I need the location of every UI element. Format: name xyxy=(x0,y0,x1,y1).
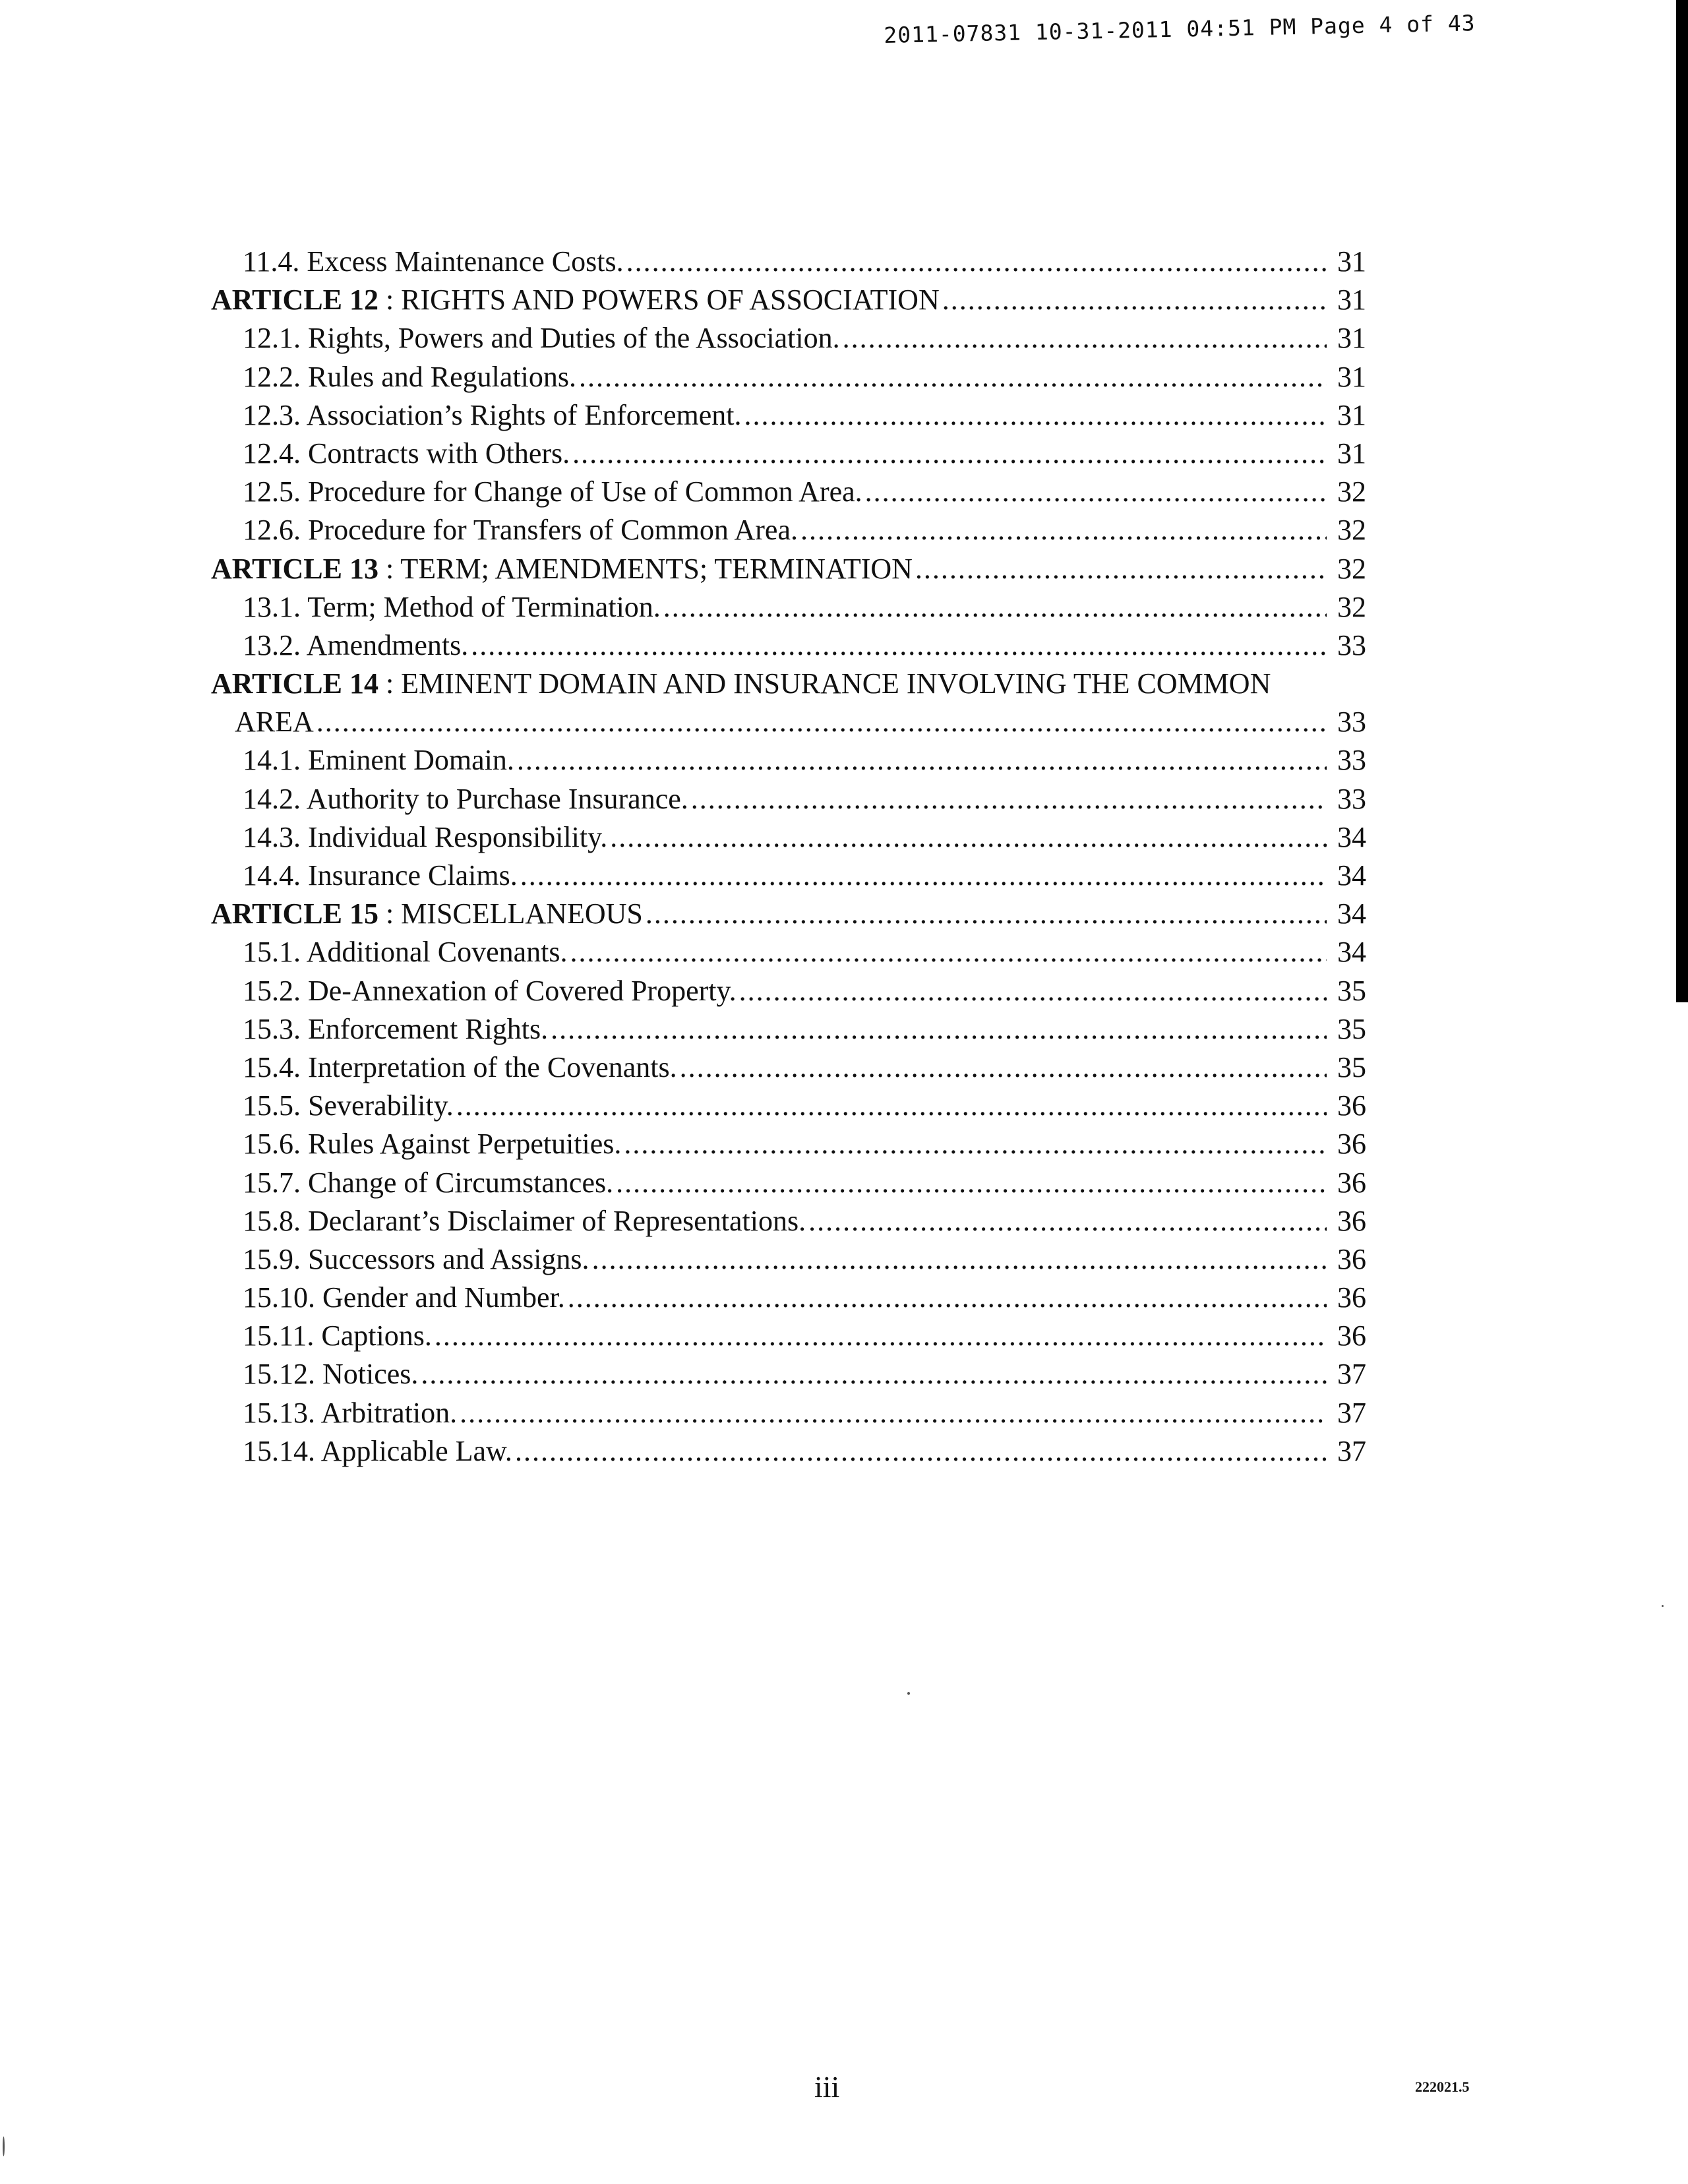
toc-leader-dots xyxy=(579,358,1327,396)
toc-entry-title: 13.1. Term; Method of Termination. xyxy=(243,590,661,623)
toc-entry xyxy=(211,1164,1366,1202)
toc-entry-label xyxy=(211,358,576,396)
fax-header: 2011-07831 10-31-2011 04:51 PM Page 4 of 43 xyxy=(884,10,1476,48)
toc-leader-dots xyxy=(680,1048,1327,1087)
toc-page-number: 31 xyxy=(1337,284,1366,317)
toc-leader-dots xyxy=(610,818,1327,857)
table-of-contents xyxy=(211,243,1366,1471)
toc-entry xyxy=(211,1010,1366,1048)
toc-page-number: 32 xyxy=(1337,514,1366,547)
toc-entry-label xyxy=(211,1125,621,1163)
toc-entry-label xyxy=(211,895,643,933)
toc-entry xyxy=(211,358,1366,396)
toc-entry-title: : EMINENT DOMAIN AND INSURANCE INVOLVING THE COMMON xyxy=(378,667,1271,700)
toc-leader-dots xyxy=(739,972,1327,1010)
toc-entry-title: 14.4. Insurance Claims. xyxy=(243,859,518,892)
toc-entry xyxy=(211,1125,1366,1163)
toc-entry xyxy=(211,1240,1366,1279)
toc-entry-label xyxy=(211,818,607,857)
toc-article-entry xyxy=(211,665,1366,703)
toc-entry-label xyxy=(211,1355,418,1393)
footer-page-number: iii xyxy=(814,2070,840,2104)
toc-entry-label xyxy=(211,1432,512,1471)
toc-leader-dots xyxy=(624,1125,1327,1163)
toc-entry xyxy=(211,243,1366,281)
toc-page-number: 36 xyxy=(1337,1320,1366,1352)
toc-entry-title: 15.8. Declarant’s Disclaimer of Representations. xyxy=(243,1204,806,1237)
toc-article-number: ARTICLE 14 xyxy=(211,667,378,700)
toc-entry-title: 15.3. Enforcement Rights. xyxy=(243,1012,549,1045)
toc-entry xyxy=(211,1394,1366,1432)
toc-entry-title: 12.1. Rights, Powers and Duties of the Association. xyxy=(243,322,840,355)
toc-entry-title: 11.4. Excess Maintenance Costs. xyxy=(243,245,624,278)
toc-page-number: 33 xyxy=(1337,628,1366,661)
toc-entry-label xyxy=(211,626,468,665)
scan-speck xyxy=(1662,1605,1664,1607)
toc-page-number: 36 xyxy=(1337,1166,1366,1199)
toc-leader-dots xyxy=(435,1317,1327,1355)
toc-entry-label xyxy=(211,1202,806,1240)
toc-entry-title: 15.4. Interpretation of the Covenants. xyxy=(243,1050,677,1083)
toc-leader-dots xyxy=(865,473,1327,511)
toc-leader-dots xyxy=(744,396,1327,435)
toc-page-number: 31 xyxy=(1337,360,1366,393)
toc-page-number: 31 xyxy=(1337,437,1366,470)
toc-leader-dots xyxy=(808,1202,1327,1240)
toc-article-number: ARTICLE 12 xyxy=(211,284,378,317)
toc-page-number: 35 xyxy=(1337,1050,1366,1083)
toc-page-number: 33 xyxy=(1337,782,1366,815)
toc-leader-dots xyxy=(551,1010,1327,1048)
toc-page-number: 37 xyxy=(1337,1358,1366,1391)
toc-page-number: 33 xyxy=(1337,744,1366,777)
toc-entry-label xyxy=(211,780,688,818)
toc-page-number: 35 xyxy=(1337,1012,1366,1045)
toc-page-number: 36 xyxy=(1337,1089,1366,1122)
toc-entry xyxy=(211,1087,1366,1125)
toc-entry-title: 15.14. Applicable Law. xyxy=(243,1434,512,1467)
document-number: 222021.5 xyxy=(1415,2078,1470,2095)
toc-entry-title: 15.13. Arbitration. xyxy=(243,1396,458,1429)
toc-leader-dots xyxy=(515,1432,1327,1471)
toc-article-entry xyxy=(211,895,1366,933)
toc-page-number: 31 xyxy=(1337,398,1366,431)
toc-entry-title: 15.11. Captions. xyxy=(243,1320,432,1352)
toc-entry xyxy=(211,473,1366,511)
toc-leader-dots xyxy=(691,780,1327,818)
scan-edge-bar xyxy=(1676,0,1688,1002)
toc-page-number: 31 xyxy=(1337,245,1366,278)
toc-leader-dots xyxy=(800,511,1327,549)
toc-leader-dots xyxy=(570,933,1327,971)
toc-leader-dots xyxy=(646,895,1327,933)
toc-entry-title: 14.3. Individual Responsibility. xyxy=(243,820,608,853)
toc-entry xyxy=(211,319,1366,357)
toc-entry-title: 13.2. Amendments. xyxy=(243,628,469,661)
toc-entry xyxy=(211,1432,1366,1471)
toc-page-number: 34 xyxy=(1337,936,1366,969)
toc-entry-label xyxy=(211,319,840,357)
toc-page-number: 31 xyxy=(1337,322,1366,355)
toc-leader-dots xyxy=(456,1087,1327,1125)
toc-leader-dots xyxy=(942,281,1327,319)
toc-entry-title: 14.2. Authority to Purchase Insurance. xyxy=(243,782,688,815)
toc-page-number: 36 xyxy=(1337,1128,1366,1161)
toc-entry-title: : RIGHTS AND POWERS OF ASSOCIATION xyxy=(378,284,940,317)
toc-entry xyxy=(211,1279,1366,1317)
toc-entry xyxy=(211,972,1366,1010)
toc-entry-title: 14.1. Eminent Domain. xyxy=(243,744,514,777)
toc-entry-label xyxy=(211,1087,454,1125)
toc-entry-label xyxy=(211,550,913,588)
toc-entry-label xyxy=(211,1317,432,1355)
toc-entry-label xyxy=(211,972,737,1010)
toc-article-entry xyxy=(211,550,1366,588)
toc-page-number: 34 xyxy=(1337,859,1366,892)
toc-entry xyxy=(211,933,1366,971)
toc-leader-dots xyxy=(626,243,1327,281)
toc-entry-label xyxy=(211,665,1271,703)
toc-entry-title: 12.2. Rules and Regulations. xyxy=(243,360,576,393)
toc-entry xyxy=(211,1202,1366,1240)
scan-speck xyxy=(907,1692,910,1695)
toc-entry-title: : MISCELLANEOUS xyxy=(378,897,643,930)
toc-article-number: ARTICLE 13 xyxy=(211,552,378,585)
toc-entry xyxy=(211,857,1366,895)
toc-entry xyxy=(211,511,1366,549)
toc-entry-title: 12.3. Association’s Rights of Enforcement. xyxy=(243,398,742,431)
toc-page-number: 33 xyxy=(1337,706,1366,739)
toc-page-number: 36 xyxy=(1337,1204,1366,1237)
toc-leader-dots xyxy=(471,626,1327,665)
toc-entry xyxy=(211,1317,1366,1355)
toc-entry-label xyxy=(211,396,741,435)
toc-entry-label xyxy=(211,281,940,319)
toc-entry-label xyxy=(211,243,624,281)
toc-page-number: 36 xyxy=(1337,1242,1366,1275)
toc-page-number: 34 xyxy=(1337,820,1366,853)
toc-page-number: 32 xyxy=(1337,590,1366,623)
toc-entry-title: 12.5. Procedure for Change of Use of Common Area. xyxy=(243,475,862,508)
toc-leader-dots xyxy=(316,703,1327,741)
toc-leader-dots xyxy=(616,1164,1327,1202)
toc-entry-label xyxy=(211,1394,457,1432)
toc-page-number: 35 xyxy=(1337,974,1366,1007)
toc-leader-dots xyxy=(460,1394,1327,1432)
toc-entry-title: 12.4. Contracts with Others. xyxy=(243,437,570,470)
toc-leader-dots xyxy=(421,1355,1327,1393)
toc-entry-label xyxy=(211,1010,548,1048)
toc-page-number: 37 xyxy=(1337,1434,1366,1467)
toc-page-number: 32 xyxy=(1337,475,1366,508)
toc-entry-title: 12.6. Procedure for Transfers of Common Area. xyxy=(243,514,798,547)
toc-entry-title: 15.5. Severability. xyxy=(243,1089,454,1122)
toc-entry xyxy=(211,626,1366,665)
scan-mark xyxy=(3,2137,5,2156)
toc-entry-label xyxy=(211,588,661,626)
toc-entry-title: 15.12. Notices. xyxy=(243,1358,419,1391)
toc-entry-label xyxy=(211,1279,565,1317)
toc-entry-label xyxy=(211,1164,613,1202)
toc-page-number: 34 xyxy=(1337,897,1366,930)
toc-entry-title: 15.7. Change of Circumstances. xyxy=(243,1166,614,1199)
toc-entry xyxy=(211,435,1366,473)
toc-leader-dots xyxy=(568,1279,1327,1317)
toc-entry xyxy=(211,818,1366,857)
toc-entry xyxy=(211,588,1366,626)
toc-leader-dots xyxy=(592,1240,1327,1279)
toc-article-number: ARTICLE 15 xyxy=(211,897,378,930)
toc-entry-label xyxy=(211,473,862,511)
toc-leader-dots xyxy=(520,857,1327,895)
toc-leader-dots xyxy=(915,550,1327,588)
toc-page-number: 32 xyxy=(1337,552,1366,585)
toc-page-number: 36 xyxy=(1337,1281,1366,1314)
toc-entry xyxy=(211,780,1366,818)
toc-leader-dots xyxy=(517,741,1327,779)
toc-entry xyxy=(211,1355,1366,1393)
toc-entry-label xyxy=(211,933,568,971)
toc-entry-title: 15.1. Additional Covenants. xyxy=(243,936,568,969)
toc-entry xyxy=(211,741,1366,779)
toc-leader-dots xyxy=(843,319,1327,357)
toc-entry-label xyxy=(211,511,798,549)
toc-entry xyxy=(211,703,1366,741)
toc-entry-title: : TERM; AMENDMENTS; TERMINATION xyxy=(378,552,913,585)
toc-entry-label xyxy=(211,435,570,473)
toc-entry xyxy=(211,1048,1366,1087)
toc-entry-title: 15.9. Successors and Assigns. xyxy=(243,1242,589,1275)
toc-page-number: 37 xyxy=(1337,1396,1366,1429)
toc-leader-dots xyxy=(663,588,1327,626)
toc-article-entry xyxy=(211,281,1366,319)
toc-entry-label xyxy=(211,857,518,895)
toc-entry-title: 15.10. Gender and Number. xyxy=(243,1281,565,1314)
toc-entry-title: 15.6. Rules Against Perpetuities. xyxy=(243,1128,622,1161)
toc-entry-label xyxy=(211,703,314,741)
toc-entry-title: 15.2. De-Annexation of Covered Property. xyxy=(243,974,737,1007)
toc-leader-dots xyxy=(572,435,1327,473)
toc-entry xyxy=(211,396,1366,435)
toc-entry-label xyxy=(211,741,514,779)
toc-entry-title: AREA xyxy=(235,706,314,739)
toc-entry-label xyxy=(211,1240,589,1279)
toc-entry-label xyxy=(211,1048,677,1087)
